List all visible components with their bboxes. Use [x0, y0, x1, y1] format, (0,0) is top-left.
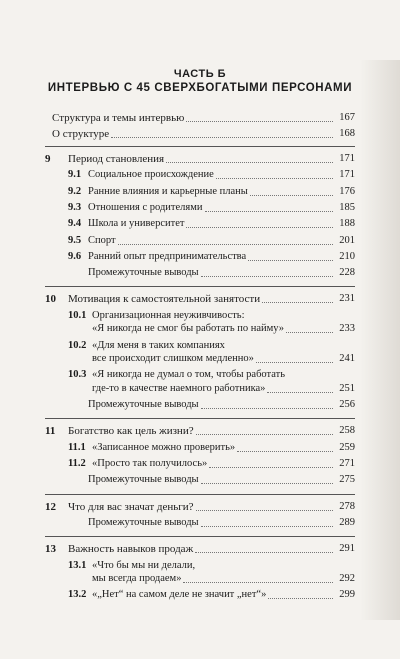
- section-title-line: Школа и университет: [88, 218, 185, 230]
- section-title-line: «Я никогда не смог бы работать по найму»: [92, 323, 285, 335]
- toc-page-number: 168: [339, 128, 355, 139]
- chapter-title: Богатство как цель жизни?: [68, 425, 194, 438]
- toc-leader-dots: [201, 520, 333, 527]
- section-title-line: «Я никогда не думал о том, чтобы работать: [92, 369, 286, 381]
- section-title-line: Организационная неуживчивость:: [92, 309, 245, 321]
- toc-leader-dots: [201, 477, 333, 484]
- section-number: 9.6: [68, 250, 82, 262]
- toc-leader-dots: [111, 131, 333, 138]
- section-title-line: мы всегда продаем»: [92, 573, 182, 584]
- chapter-page-number: 291: [339, 543, 355, 555]
- part-label: ЧАСТЬ Б: [173, 68, 227, 80]
- section-title-line: все происходит слишком медленно»: [92, 353, 254, 364]
- chapter-number: 12: [45, 500, 56, 513]
- section-title-line: где-то в качестве наемного работника»: [92, 382, 266, 394]
- section-number: 9.2: [68, 185, 82, 197]
- part-title: ИНТЕРВЬЮ С 45 СВЕРХБОГАТЫМИ ПЕРСОНАМИ: [47, 82, 353, 94]
- section-page-number: 228: [339, 267, 355, 279]
- section-page-number: 292: [339, 573, 355, 584]
- section-number: 9.4: [68, 218, 82, 230]
- toc-leader-dots: [196, 428, 333, 435]
- section-title-line: «Для меня в таких компаниях: [92, 339, 225, 351]
- section-number: 9.1: [68, 169, 82, 181]
- chapter-page-number: 258: [339, 425, 355, 437]
- section-title-line: Промежуточные выводы: [88, 516, 199, 528]
- toc-page-number: 167: [339, 112, 355, 123]
- section-title-line: Ранний опыт предпринимательства: [88, 250, 247, 262]
- chapter-number: 9: [45, 153, 51, 165]
- chapter-number: 13: [45, 543, 56, 556]
- section-title-line: Промежуточные выводы: [88, 474, 199, 486]
- toc-leader-dots: [183, 576, 333, 583]
- section-title-line: «„Нет“ на самом деле не значит „нет“»: [92, 589, 267, 601]
- section-number: 11.1: [68, 441, 86, 453]
- toc-leader-dots: [205, 205, 333, 212]
- chapter-number: 11: [45, 425, 56, 438]
- section-title-line: Промежуточные выводы: [88, 267, 199, 279]
- section-title-line: Промежуточные выводы: [88, 399, 199, 411]
- section-number: 10.1: [68, 309, 87, 321]
- chapter-title: Мотивация к самостоятельной занятости: [68, 293, 261, 306]
- section-title-line: «Что бы мы ни делали,: [92, 559, 196, 571]
- section-page-number: 188: [339, 218, 355, 230]
- chapter-number: 10: [45, 293, 56, 306]
- section-title-line: Спорт: [88, 234, 116, 246]
- section-page-number: 275: [339, 474, 355, 486]
- chapter-divider: [45, 536, 355, 537]
- section-page-number: 233: [339, 323, 355, 335]
- section-page-number: 251: [339, 382, 355, 394]
- chapter-divider: [45, 494, 355, 495]
- page-bleed-shadow: [360, 60, 400, 620]
- chapter-divider: [45, 146, 355, 147]
- chapter-title: Период становления: [68, 153, 165, 165]
- section-page-number: 210: [339, 250, 355, 262]
- chapter-page-number: 171: [339, 153, 355, 164]
- chapter-divider: [45, 418, 355, 419]
- section-page-number: 171: [339, 169, 355, 181]
- toc-leader-dots: [195, 546, 333, 553]
- toc-entry-intro-title: О структуре: [52, 128, 110, 140]
- toc-leader-dots: [186, 221, 333, 228]
- section-page-number: 271: [339, 458, 355, 469]
- section-number: 13.1: [68, 559, 87, 571]
- section-number: 13.2: [68, 589, 87, 601]
- chapter-divider: [45, 286, 355, 287]
- toc-leader-dots: [186, 115, 333, 122]
- chapter-page-number: 231: [339, 293, 355, 305]
- section-page-number: 185: [339, 201, 355, 213]
- toc-leader-dots: [166, 156, 333, 163]
- section-page-number: 289: [339, 516, 355, 528]
- section-number: 10.2: [68, 339, 87, 351]
- section-number: 10.3: [68, 369, 87, 381]
- section-page-number: 299: [339, 589, 355, 601]
- toc-leader-dots: [201, 270, 333, 277]
- section-title-line: «Просто так получилось»: [92, 458, 208, 469]
- chapter-title: Что для вас значат деньги?: [68, 500, 194, 513]
- section-number: 9.3: [68, 201, 82, 213]
- section-page-number: 259: [339, 441, 355, 453]
- toc-leader-dots: [196, 504, 333, 511]
- section-title-line: «Записанное можно проверить»: [92, 441, 236, 453]
- chapter-page-number: 278: [339, 500, 355, 512]
- section-number: 11.2: [68, 458, 86, 469]
- section-page-number: 241: [339, 353, 355, 364]
- toc-leader-dots: [201, 402, 333, 409]
- toc-leader-dots: [118, 238, 333, 245]
- section-number: 9.5: [68, 234, 82, 246]
- toc-entry-intro-title: Структура и темы интервью: [52, 112, 185, 124]
- section-title-line: Отношения с родителями: [88, 201, 203, 213]
- section-title-line: Ранние влияния и карьерные планы: [88, 185, 248, 197]
- section-page-number: 176: [339, 185, 355, 197]
- section-page-number: 256: [339, 399, 355, 411]
- chapter-title: Важность навыков продаж: [68, 543, 194, 556]
- section-title-line: Социальное происхождение: [88, 169, 214, 181]
- section-page-number: 201: [339, 234, 355, 246]
